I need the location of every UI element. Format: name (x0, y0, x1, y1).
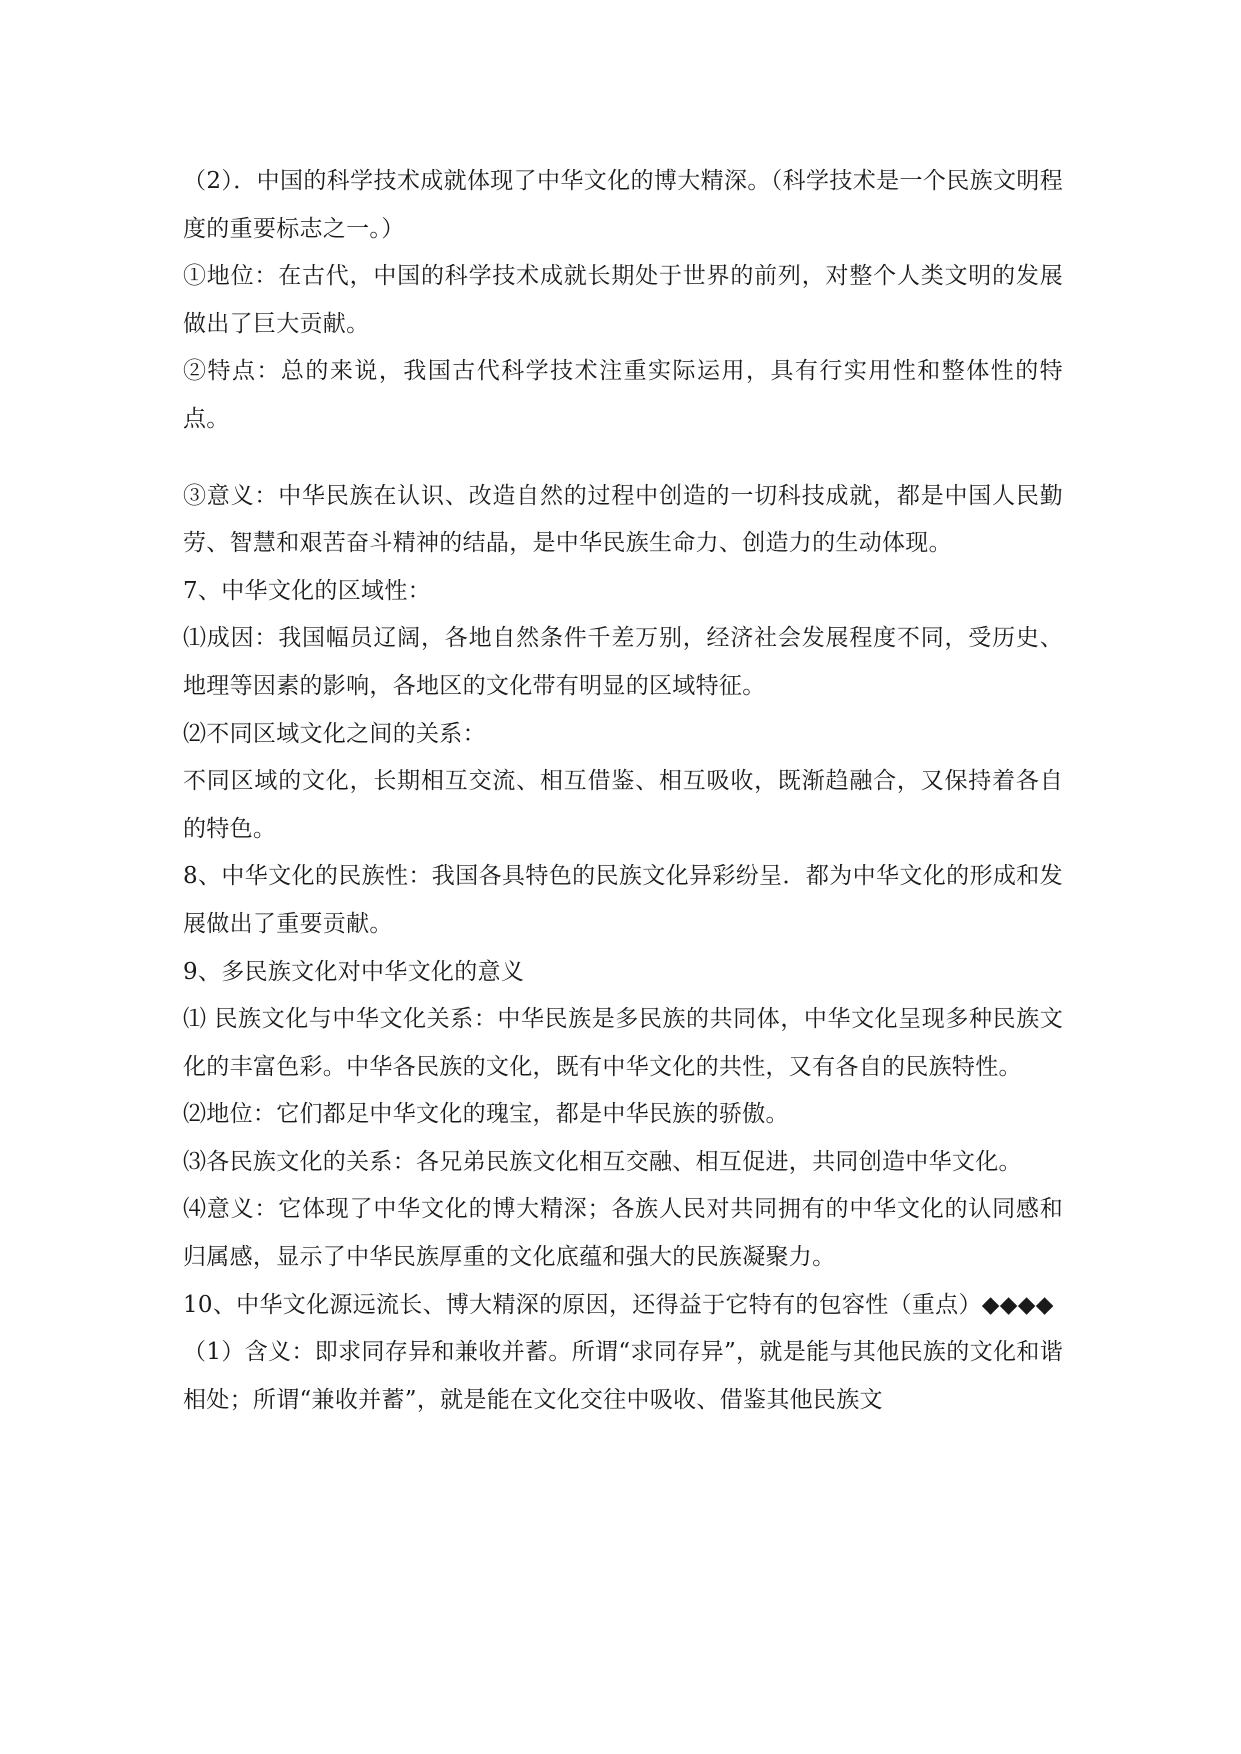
document-body (183, 158, 1063, 1424)
paragraph-status: ①地位：在古代，中国的科学技术成就长期处于世界的前列，对整个人类文明的发展做出了巨大贡献。 (183, 263, 1063, 337)
paragraph-significance: ③意义：中华民族在认识、改造自然的过程中创造的一切科技成就，都是中国人民勤劳、智慧和艰苦奋斗精神的结晶，是中华民族生命力、创造力的生动体现。 (183, 482, 1063, 557)
paragraph-ethnic-relation: ⑴ 民族文化与中华文化关系：中华民族是多民族的共同体，中华文化呈现多种民族文化的丰富色彩。中华各民族的文化，既有中华文化的共性，又有各自的民族特性。 (183, 1006, 1063, 1080)
heading-regional: 7、中华文化的区域性： (183, 577, 431, 604)
heading-ethnic: 8、中华文化的民族性：我国各具特色的民族文化异彩纷呈．都为中华文化的形成和发展做出了重要贡献。 (183, 863, 1063, 937)
paragraph-features: ②特点：总的来说，我国古代科学技术注重实际运用，具有行实用性和整体性的特点。 (183, 358, 1063, 432)
paragraph-ethnic-meaning: ⑷意义：它体现了中华文化的博大精深；各族人民对共同拥有的中华文化的认同感和归属感，显示了中华民族厚重的文化底蕴和强大的民族凝聚力。 (183, 1196, 1063, 1271)
paragraph-ethnic-status: ⑵地位：它们都足中华文化的瑰宝，都是中华民族的骄傲。 (183, 1101, 789, 1128)
paragraph-ethnic-mutual: ⑶各民族文化的关系：各兄弟民族文化相互交融、相互促进，共同创造中华文化。 (183, 1148, 1022, 1175)
paragraph-regional-relation-heading: ⑵不同区域文化之间的关系： (183, 720, 486, 747)
paragraph-inclusiveness-meaning: （1）含义：即求同存异和兼收并蓄。所谓“求同存异”，就是能与其他民族的文化和谐相处；所谓“兼收并蓄”，就是能在文化交往中吸收、借鉴其他民族文 (183, 1339, 1063, 1413)
heading-multi-ethnic-significance: 9、多民族文化对中华文化的意义 (183, 958, 525, 985)
paragraph-regional-cause: ⑴成因：我国幅员辽阔，各地自然条件千差万别，经济社会发展程度不同，受历史、地理等因素的影响，各地区的文化带有明显的区域特征。 (183, 625, 1063, 699)
paragraph-regional-relation: 不同区域的文化，长期相互交流、相互借鉴、相互吸收，既渐趋融合，又保持着各自的特色。 (183, 768, 1063, 842)
heading-inclusiveness: 10、中华文化源远流长、博大精深的原因，还得益于它特有的包容性（重点）◆◆◆◆ (183, 1291, 1054, 1318)
paragraph-science-achievement: （2）．中国的科学技术成就体现了中华文化的博大精深。（科学技术是一个民族文明程度的重要标志之一。） (183, 168, 1063, 242)
